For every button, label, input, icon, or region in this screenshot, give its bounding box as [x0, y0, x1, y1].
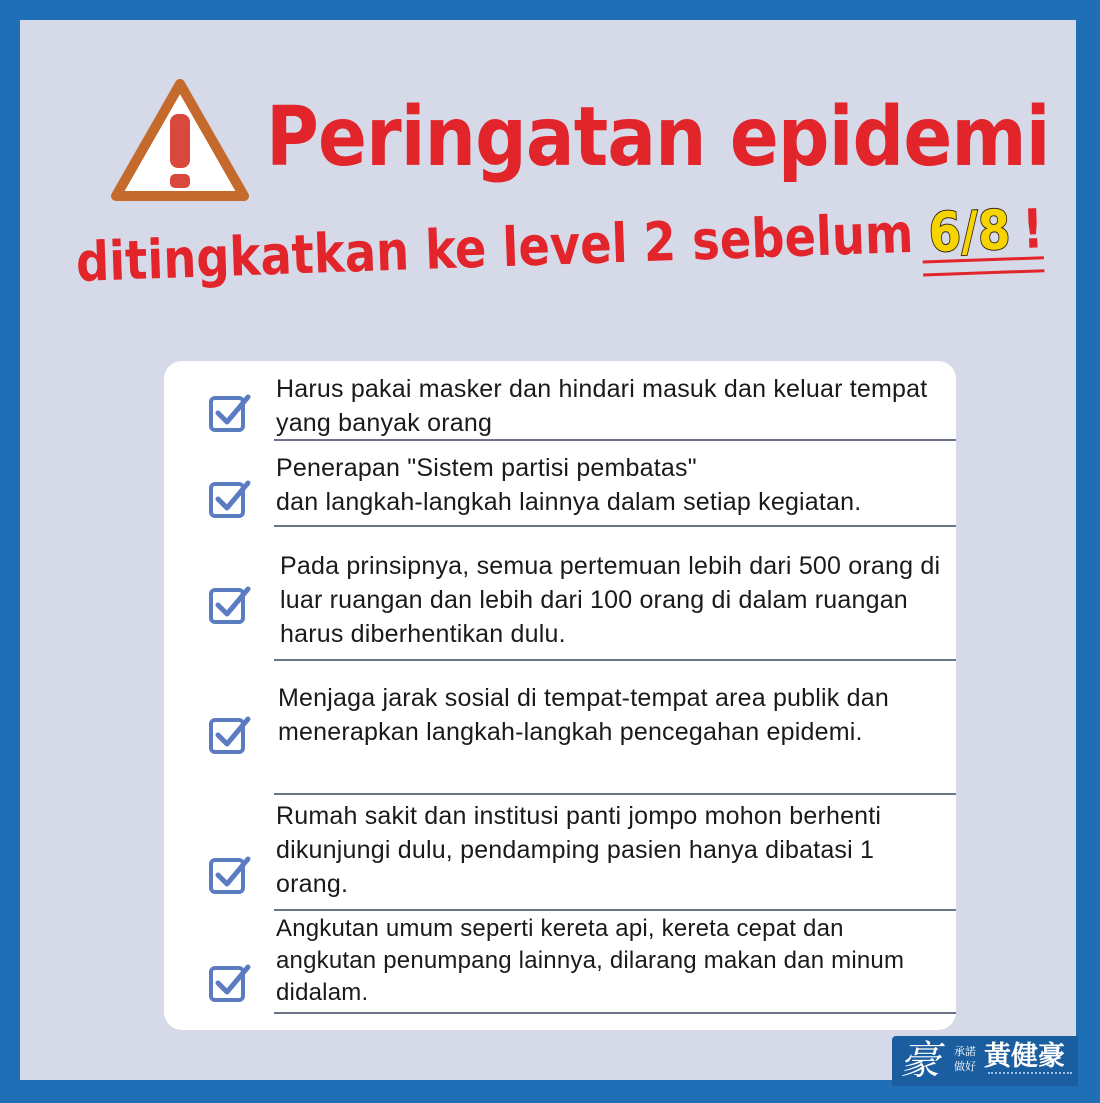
- item-text: Rumah sakit dan institusi panti jompo mohon berhenti dikunjungi dulu, pendamping pasien hanya dibatasi 1 orang.: [276, 802, 882, 898]
- item-divider: [274, 1012, 956, 1014]
- checkbox-icon: [208, 853, 252, 897]
- item-text: Menjaga jarak sosial di tempat-tempat area publik dan menerapkan langkah-langkah pencegahan epidemi.: [278, 684, 889, 746]
- item-text-line: dan langkah-langkah lainnya dalam setiap kegiatan.: [276, 488, 862, 516]
- exclamation-mark: !: [1021, 197, 1045, 261]
- item-text-line: Penerapan "Sistem partisi pembatas": [276, 454, 697, 482]
- warning-triangle-icon: [104, 74, 256, 208]
- date-highlight: [927, 195, 1011, 268]
- date-text: 6/8: [927, 198, 1012, 265]
- item-text: Pada prinsipnya, semua pertemuan lebih dari 500 orang di luar ruangan dan lebih dari 100 orang di dalam ruangan harus diberhentikan dulu.: [280, 552, 941, 648]
- item-text: Angkutan umum seperti kereta api, kereta cepat dan angkutan penumpang lainnya, dilarang makan dan minum didalam.: [276, 915, 905, 1006]
- subtitle-text: ditingkatkan ke level 2 sebelum: [74, 201, 915, 294]
- checkbox-icon: [208, 583, 252, 627]
- item-text: [276, 451, 946, 519]
- list-item: [164, 441, 956, 527]
- item-text: Harus pakai masker dan hindari masuk dan keluar tempat yang banyak orang: [276, 375, 928, 437]
- list-item: [164, 527, 956, 661]
- checkbox-icon: [208, 477, 252, 521]
- checkbox-icon: [208, 961, 252, 1005]
- list-item: [164, 911, 956, 1015]
- logo-tagline: [988, 1072, 1072, 1076]
- checkbox-icon: [208, 391, 252, 435]
- list-item: [164, 361, 956, 441]
- logo-motto: 承諾做好: [954, 1045, 976, 1073]
- page-title: Peringatan epidemi: [266, 90, 1050, 185]
- list-item: [164, 795, 956, 911]
- checkbox-icon: [208, 713, 252, 757]
- campaign-logo: [892, 1036, 1078, 1086]
- measures-card: [164, 361, 956, 1030]
- logo-name: 黃健豪: [984, 1041, 1065, 1072]
- logo-seal: 豪: [900, 1038, 940, 1084]
- list-item: [164, 661, 956, 795]
